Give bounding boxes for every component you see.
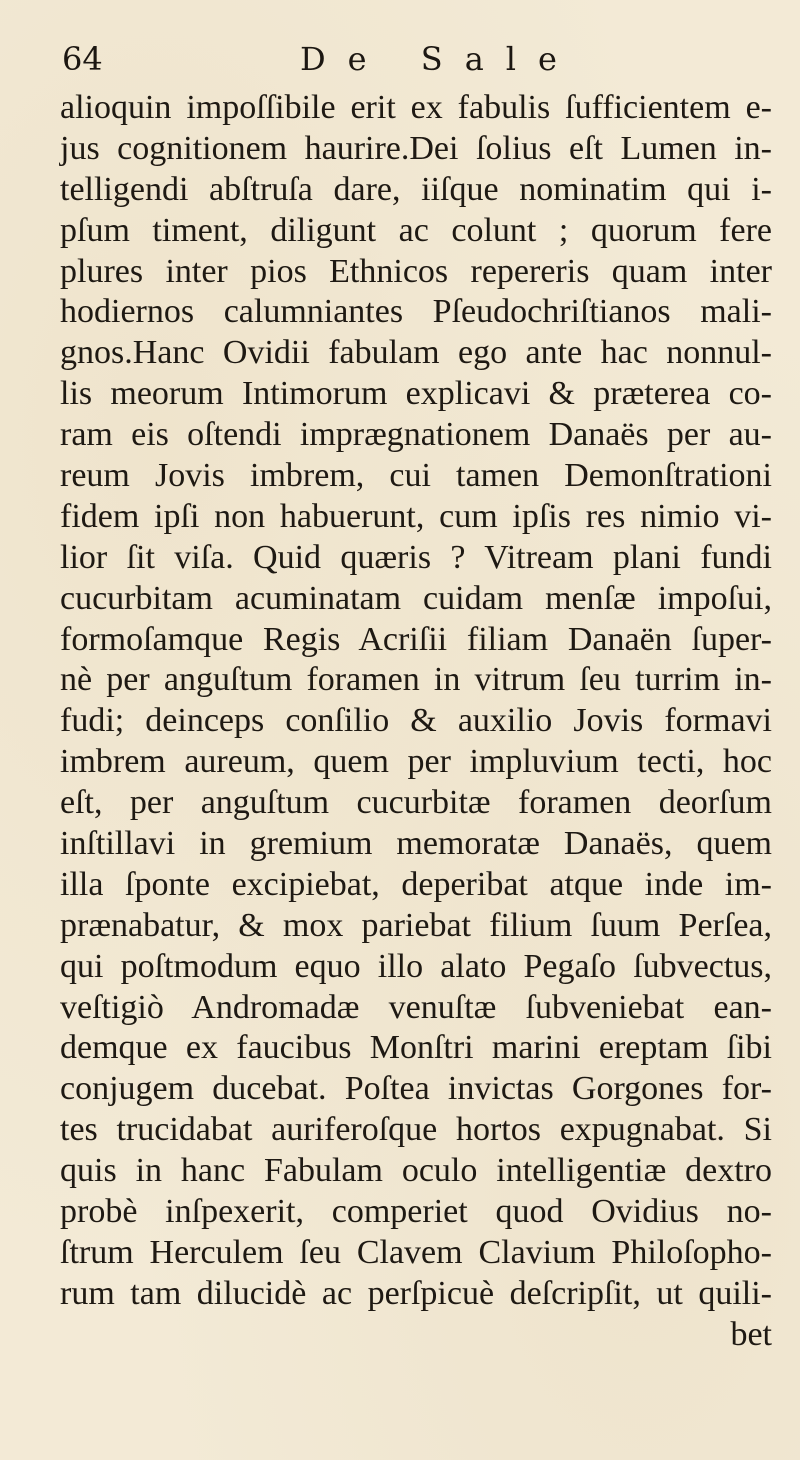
text-line: eſt, per anguſtum cucurbitæ foramen deorſum bbox=[60, 784, 772, 822]
text-line: fudi; deinceps conſilio & auxilio Jovis formavi bbox=[60, 702, 772, 740]
text-line: lis meorum Intimorum explicavi & præterea co- bbox=[60, 375, 772, 413]
running-title: De Sale bbox=[300, 40, 579, 78]
text-line: inſtillavi in gremium memoratæ Danaës, quem bbox=[60, 825, 772, 863]
text-line: reum Jovis imbrem, cui tamen Demonſtrationi bbox=[60, 457, 772, 495]
text-line: imbrem aureum, quem per impluvium tecti, hoc bbox=[60, 743, 772, 781]
text-line: quis in hanc Fabulam oculo intelligentiæ dextro bbox=[60, 1152, 772, 1190]
text-line: qui poſtmodum equo illo alato Pegaſo ſubvectus, bbox=[60, 947, 772, 985]
text-line: veſtigiò Andromadæ venuſtæ ſubveniebat ean- bbox=[60, 988, 772, 1026]
body-text bbox=[60, 88, 772, 1356]
text-line: ram eis oſtendi imprægnationem Danaës per au- bbox=[60, 416, 772, 454]
text-line: rum tam dilucidè ac perſpicuè deſcripſit, ut quili- bbox=[60, 1274, 772, 1312]
text-line: tes trucidabat auriferoſque hortos expugnabat. Si bbox=[60, 1111, 772, 1149]
text-line: telligendi abſtruſa dare, iiſque nominatim qui i- bbox=[60, 170, 772, 208]
text-line: conjugem ducebat. Poſtea invictas Gorgones for- bbox=[60, 1070, 772, 1108]
text-line: formoſamque Regis Acriſii filiam Danaën ſuper- bbox=[60, 620, 772, 658]
text-line: alioquin impoſſibile erit ex fabulis ſufficientem e- bbox=[60, 89, 772, 126]
text-line: prænabatur, & mox pariebat filium ſuum Perſea, bbox=[60, 906, 772, 944]
text-line: ſtrum Herculem ſeu Clavem Clavium Philoſopho- bbox=[60, 1233, 772, 1271]
page-number: 64 bbox=[62, 40, 103, 78]
text-line: fidem ipſi non habuerunt, cum ipſis res nimio vi- bbox=[60, 497, 772, 535]
text-line: illa ſponte excipiebat, deperibat atque inde im- bbox=[60, 865, 772, 903]
text-line: hodiernos calumniantes Pſeudochriſtianos mali- bbox=[60, 293, 772, 331]
catchword: bet bbox=[730, 1315, 772, 1353]
text-line: cucurbitam acuminatam cuidam menſæ impoſui, bbox=[60, 579, 772, 617]
text-line: jus cognitionem haurire.Dei ſolius eſt Lumen in- bbox=[60, 129, 772, 167]
text-line: lior ſit viſa. Quid quæris ? Vitream plani fundi bbox=[60, 538, 772, 576]
text-line: nè per anguſtum foramen in vitrum ſeu turrim in- bbox=[60, 661, 772, 699]
text-line: gnos.Hanc Ovidii fabulam ego ante hac nonnul- bbox=[60, 334, 772, 372]
text-line: plures inter pios Ethnicos repereris quam inter bbox=[60, 252, 772, 290]
page-header bbox=[52, 40, 752, 90]
text-line: pſum timent, diligunt ac colunt ; quorum fere bbox=[60, 211, 772, 249]
text-line: probè inſpexerit, comperiet quod Ovidius no- bbox=[60, 1193, 772, 1231]
text-line: demque ex faucibus Monſtri marini ereptam ſibi bbox=[60, 1029, 772, 1067]
